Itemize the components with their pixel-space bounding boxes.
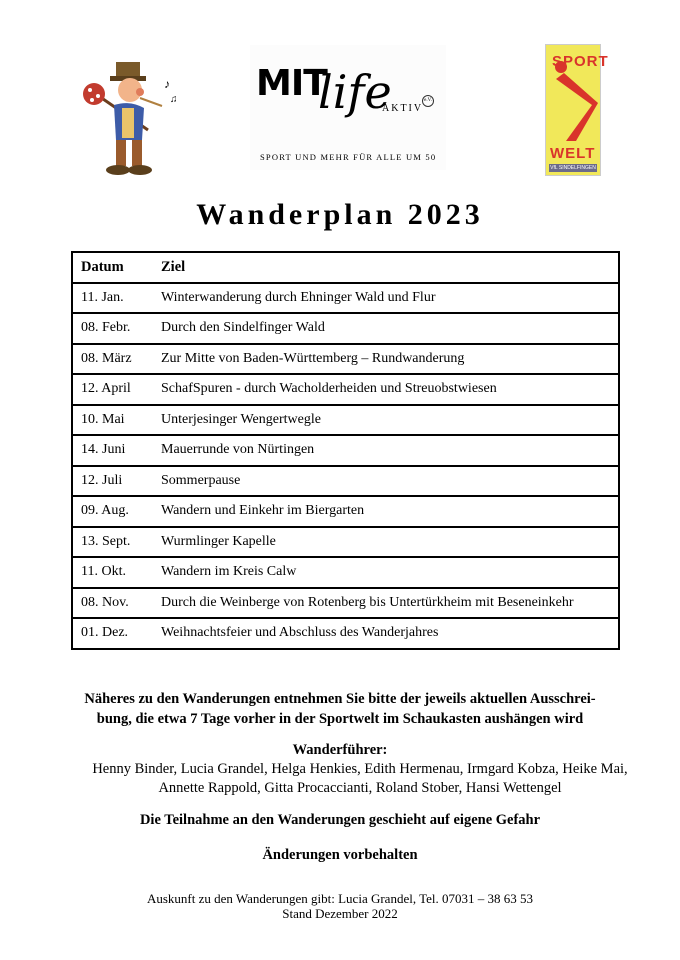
date-cell: 11. Jan. bbox=[72, 283, 153, 314]
destination-cell: Mauerrunde von Nürtingen bbox=[153, 435, 619, 466]
date-cell: 10. Mai bbox=[72, 405, 153, 436]
table-row bbox=[72, 557, 619, 588]
table-row bbox=[72, 527, 619, 558]
destination-cell: Wandern und Einkehr im Biergarten bbox=[153, 496, 619, 527]
info-note-line-1: Näheres zu den Wanderungen entnehmen Sie bitte der jeweils aktuellen Ausschrei- bbox=[84, 691, 596, 707]
sportwelt-logo bbox=[545, 44, 609, 176]
sportwelt-footer: VfL SINDELFINGEN bbox=[550, 165, 596, 171]
table-row bbox=[72, 344, 619, 375]
sportwelt-bottom: WELT bbox=[550, 145, 596, 162]
date-cell: 12. Juli bbox=[72, 466, 153, 497]
svg-text:♪: ♪ bbox=[164, 77, 170, 91]
mitlife-aktiv-logo bbox=[250, 45, 446, 170]
guides-heading: Wanderführer: bbox=[292, 742, 388, 758]
destination-cell: Unterjesinger Wengertwegle bbox=[153, 405, 619, 436]
mitlife-tagline: SPORT UND MEHR FÜR ALLE UM 50 bbox=[260, 152, 437, 162]
table-row bbox=[72, 496, 619, 527]
table-row bbox=[72, 405, 619, 436]
date-cell: 08. März bbox=[72, 344, 153, 375]
date-cell: 11. Okt. bbox=[72, 557, 153, 588]
document-date: Stand Dezember 2022 bbox=[282, 906, 398, 921]
guides-line-1: Henny Binder, Lucia Grandel, Helga Henkies, Edith Hermenau, Irmgard Kobza, Heike Mai, bbox=[92, 761, 628, 777]
destination-cell: Winterwanderung durch Ehninger Wald und Flur bbox=[153, 283, 619, 314]
mitlife-aktiv: AKTIV bbox=[382, 103, 424, 114]
hiking-schedule-table bbox=[71, 251, 620, 650]
destination-cell: SchafSpuren - durch Wacholderheiden und Streuobstwiesen bbox=[153, 374, 619, 405]
date-cell: 13. Sept. bbox=[72, 527, 153, 558]
page-title: Wanderplan 2023 bbox=[196, 198, 484, 231]
destination-cell: Weihnachtsfeier und Abschluss des Wanderjahres bbox=[153, 618, 619, 649]
column-header-ziel: Ziel bbox=[153, 252, 619, 283]
guides-list bbox=[60, 760, 660, 798]
svg-text:♫: ♫ bbox=[170, 94, 178, 105]
hiker-illustration bbox=[78, 60, 178, 180]
table-row bbox=[72, 374, 619, 405]
info-note-line-2: bung, die etwa 7 Tage vorher in der Sportwelt im Schaukasten aushängen wird bbox=[96, 711, 584, 727]
table-row bbox=[72, 588, 619, 619]
table-row bbox=[72, 466, 619, 497]
mitlife-brand-b: life bbox=[318, 65, 392, 119]
destination-cell: Durch die Weinberge von Rotenberg bis Untertürkheim mit Beseneinkehr bbox=[153, 588, 619, 619]
table-row bbox=[72, 283, 619, 314]
table-header-row bbox=[72, 252, 619, 283]
date-cell: 12. April bbox=[72, 374, 153, 405]
table-row bbox=[72, 435, 619, 466]
destination-cell: Durch den Sindelfinger Wald bbox=[153, 313, 619, 344]
column-header-datum: Datum bbox=[72, 252, 153, 283]
liability-warning: Die Teilnahme an den Wanderungen geschieht auf eigene Gefahr bbox=[139, 812, 541, 828]
info-note bbox=[0, 689, 680, 729]
date-cell: 08. Febr. bbox=[72, 313, 153, 344]
table-row bbox=[72, 313, 619, 344]
date-cell: 08. Nov. bbox=[72, 588, 153, 619]
destination-cell: Sommerpause bbox=[153, 466, 619, 497]
mitlife-brand-a: MIT bbox=[256, 63, 327, 104]
table-row bbox=[72, 618, 619, 649]
destination-cell: Wandern im Kreis Calw bbox=[153, 557, 619, 588]
date-cell: 09. Aug. bbox=[72, 496, 153, 527]
contact-info: Auskunft zu den Wanderungen gibt: Lucia Grandel, Tel. 07031 – 38 63 53 bbox=[146, 891, 534, 906]
date-cell: 01. Dez. bbox=[72, 618, 153, 649]
destination-cell: Wurmlinger Kapelle bbox=[153, 527, 619, 558]
destination-cell: Zur Mitte von Baden-Württemberg – Rundwanderung bbox=[153, 344, 619, 375]
sportwelt-top: SPORT bbox=[552, 53, 609, 70]
guides-line-2: Annette Rappold, Gitta Procaccianti, Roland Stober, Hansi Wettengel bbox=[158, 780, 562, 796]
mitlife-registered-mark: e.V. bbox=[422, 95, 434, 107]
changes-reserved: Änderungen vorbehalten bbox=[262, 847, 418, 863]
date-cell: 14. Juni bbox=[72, 435, 153, 466]
